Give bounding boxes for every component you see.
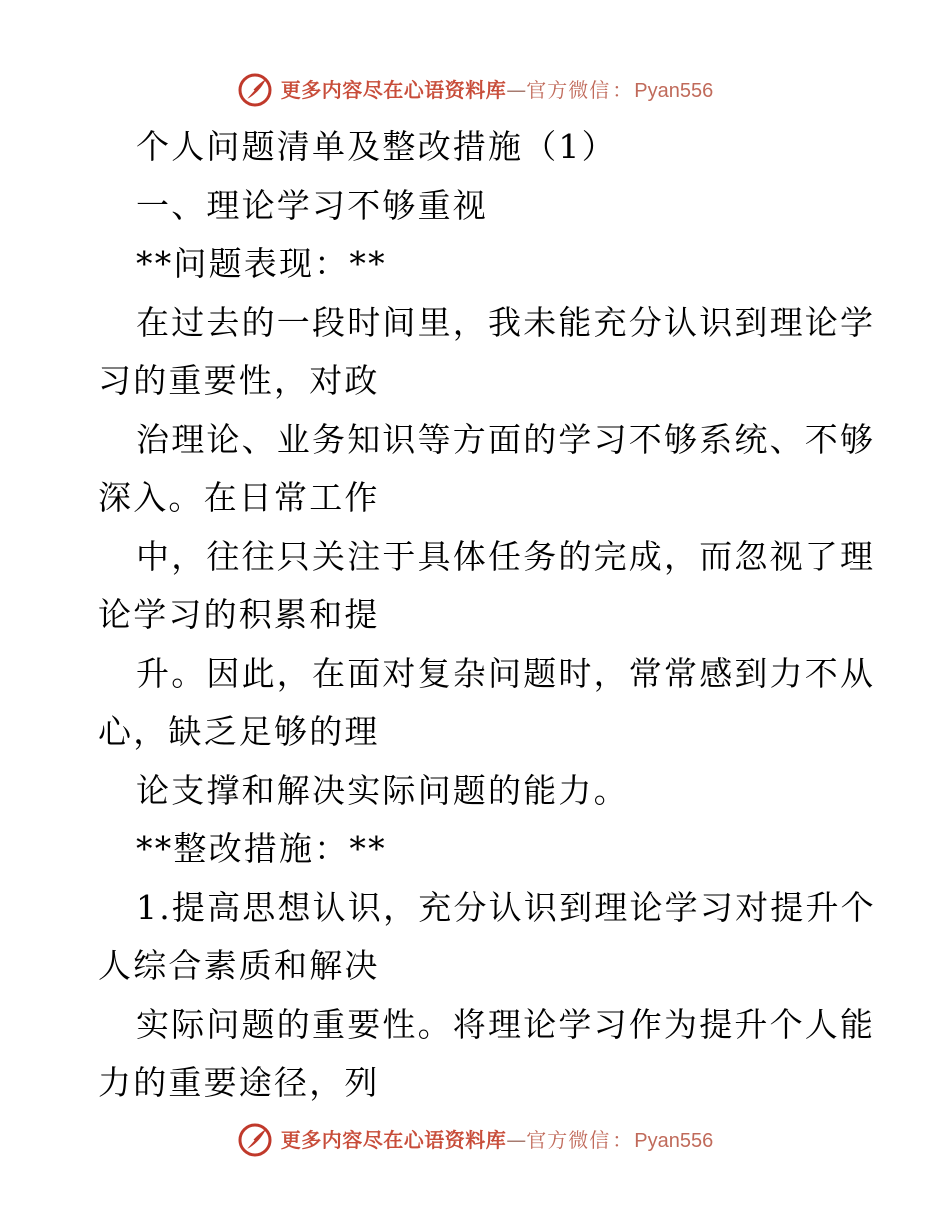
watermark-sub-text: 官方微信 <box>526 77 611 102</box>
doc-line: **问题表现：** <box>136 244 387 283</box>
doc-line: 论学习的积累和提 <box>98 595 380 634</box>
watermark-sub-text: 官方微信 <box>526 1127 611 1152</box>
doc-line: 心，缺乏足够的理 <box>98 712 380 751</box>
watermark-main-text: 更多内容尽在心语资料库 <box>280 77 507 102</box>
watermark-text <box>280 1127 714 1152</box>
doc-line: 实际问题的重要性。将理论学习作为提升个人能 <box>136 1004 876 1044</box>
doc-line: 治理论、业务知识等方面的学习不够系统、不够 <box>136 419 876 459</box>
doc-line: 人综合素质和解决 <box>98 946 380 985</box>
doc-line: 在过去的一段时间里，我未能充分认识到理论学 <box>136 302 876 342</box>
doc-line: **整改措施：** <box>136 829 387 868</box>
document-body <box>98 118 876 1113</box>
quill-logo-icon <box>237 1122 273 1158</box>
watermark-id: Pyan556 <box>634 79 714 102</box>
doc-line: 论支撑和解决实际问题的能力。 <box>136 770 629 810</box>
watermark-text <box>280 77 714 102</box>
header-watermark <box>0 70 950 110</box>
doc-line: 1.提高思想认识，充分认识到理论学习对提升个 <box>136 887 876 927</box>
watermark-colon: ： <box>612 77 633 102</box>
watermark-dash: — <box>506 77 527 102</box>
watermark-dash: — <box>506 1127 527 1152</box>
quill-logo-icon <box>237 72 273 108</box>
doc-line: 中，往往只关注于具体任务的完成，而忽视了理 <box>136 536 876 576</box>
doc-line: 深入。在日常工作 <box>98 478 380 517</box>
watermark-main-text: 更多内容尽在心语资料库 <box>280 1127 507 1152</box>
doc-line: 一、理论学习不够重视 <box>136 185 488 225</box>
watermark-colon: ： <box>612 1127 633 1152</box>
footer-watermark <box>0 1120 950 1160</box>
doc-line: 升。因此，在面对复杂问题时，常常感到力不从 <box>136 653 876 693</box>
doc-line: 个人问题清单及整改措施（1） <box>136 127 617 166</box>
watermark-id: Pyan556 <box>634 1129 714 1152</box>
doc-line: 习的重要性，对政 <box>98 361 380 400</box>
doc-line: 力的重要途径，列 <box>98 1063 380 1102</box>
